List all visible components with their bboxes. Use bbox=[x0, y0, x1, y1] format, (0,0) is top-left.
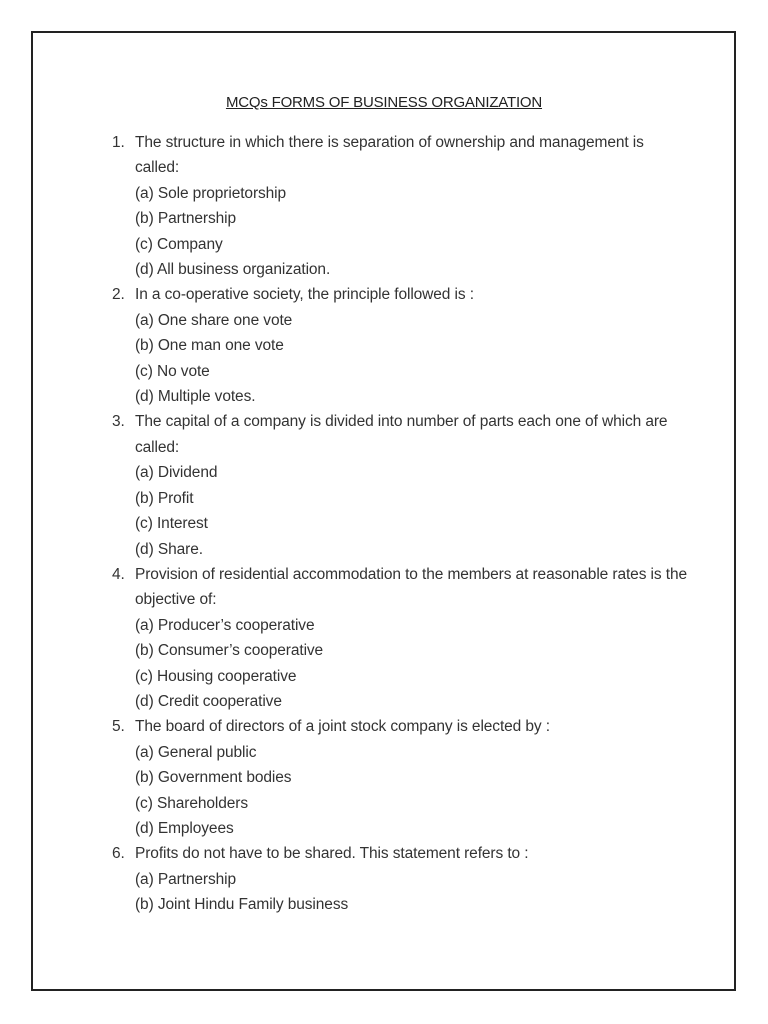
option-a: (a) Producer’s cooperative bbox=[135, 616, 315, 634]
question-text: Provision of residential accommodation to the members at reasonable rates is the objective of: bbox=[135, 565, 688, 609]
question-text: The board of directors of a joint stock company is elected by : bbox=[135, 718, 550, 736]
question-number: 2. bbox=[112, 286, 125, 304]
option-c: (c) Interest bbox=[135, 515, 208, 533]
option-d: (d) Share. bbox=[135, 540, 203, 558]
question-number: 6. bbox=[112, 845, 125, 863]
option-d: (d) Multiple votes. bbox=[135, 388, 256, 406]
option-a: (a) Dividend bbox=[135, 464, 218, 482]
question-2 bbox=[112, 282, 692, 409]
question-4 bbox=[112, 562, 692, 714]
option-c: (c) Company bbox=[135, 235, 223, 253]
document-title: MCQs FORMS OF BUSINESS ORGANIZATION bbox=[225, 94, 543, 111]
option-a: (a) General public bbox=[135, 743, 257, 761]
option-b: (b) One man one vote bbox=[135, 337, 284, 355]
option-a: (a) Partnership bbox=[135, 870, 237, 888]
question-3 bbox=[112, 409, 692, 561]
question-number: 1. bbox=[112, 134, 125, 151]
question-text: Profits do not have to be shared. This statement refers to : bbox=[135, 845, 529, 863]
option-d: (d) Credit cooperative bbox=[135, 692, 282, 710]
question-text: The structure in which there is separation of ownership and management is called: bbox=[135, 134, 644, 177]
option-a: (a) One share one vote bbox=[135, 311, 293, 329]
question-text: In a co-operative society, the principle followed is : bbox=[135, 286, 474, 304]
option-d: (d) All business organization. bbox=[135, 261, 331, 279]
option-c: (c) Shareholders bbox=[135, 794, 248, 812]
option-b: (b) Consumer’s cooperative bbox=[135, 642, 324, 660]
question-text: The capital of a company is divided into number of parts each one of which are called: bbox=[135, 413, 668, 456]
option-b: (b) Government bodies bbox=[135, 769, 292, 787]
question-number: 5. bbox=[112, 718, 125, 736]
question-list bbox=[112, 130, 692, 918]
question-number: 3. bbox=[112, 413, 125, 431]
option-c: (c) No vote bbox=[135, 362, 210, 380]
question-6 bbox=[112, 841, 692, 917]
question-number: 4. bbox=[112, 565, 125, 583]
option-c: (c) Housing cooperative bbox=[135, 667, 297, 685]
option-b: (b) Partnership bbox=[135, 210, 237, 228]
question-5 bbox=[112, 714, 692, 841]
option-b: (b) Joint Hindu Family business bbox=[135, 896, 349, 914]
option-d: (d) Employees bbox=[135, 819, 234, 837]
question-1 bbox=[112, 130, 692, 282]
option-b: (b) Profit bbox=[135, 489, 194, 507]
option-a: (a) Sole proprietorship bbox=[135, 184, 287, 202]
